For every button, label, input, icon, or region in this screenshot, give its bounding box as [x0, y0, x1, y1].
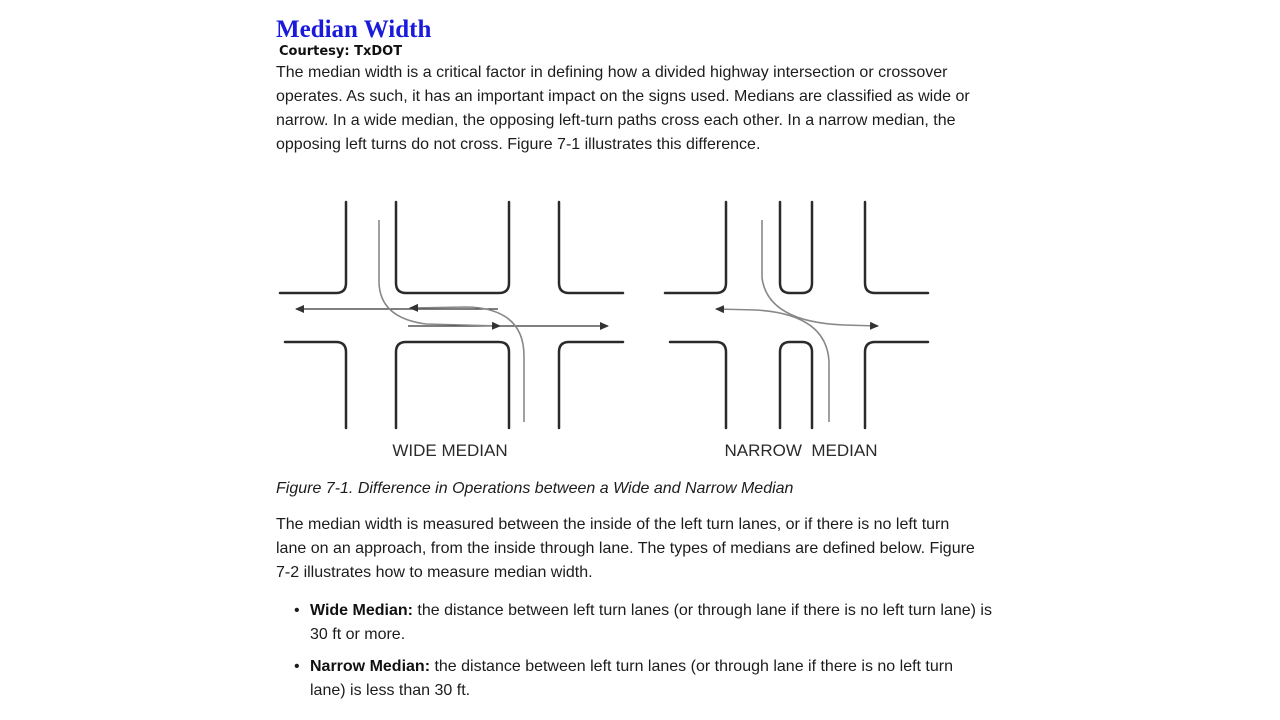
narrow-curb-ne	[865, 202, 928, 293]
wide-curb-median-top-left	[396, 202, 509, 293]
narrow-median-paths	[716, 220, 878, 422]
bullet-icon: •	[294, 658, 300, 675]
intro-paragraph: The median width is a critical factor in defining how a divided highway intersection or crossover operates. As such, it has an important impact on the signs used. Medians are classified as wide or narrow. In a wide median, the opposing left-turn paths cross each other. In a narrow median, the opposing left turns do not cross. Figure 7-1 illustrates this difference.	[276, 64, 970, 153]
wide-curb-se	[559, 342, 623, 428]
narrow-curb-median-top	[780, 202, 812, 293]
narrow-curb-nw	[665, 202, 726, 293]
wide-curb-sw	[285, 342, 346, 428]
page-title: Median Width	[276, 16, 432, 43]
narrow-curb-sw	[670, 342, 726, 428]
list-item-wide-median	[292, 599, 992, 647]
median-diagram	[276, 196, 944, 468]
wide-median-paths	[296, 220, 608, 422]
narrow-curb-se	[865, 342, 928, 428]
definition-term: Wide Median:	[310, 602, 413, 619]
wide-median-label: WIDE MEDIAN	[392, 441, 508, 460]
wide-curb-nw	[280, 202, 346, 293]
definition-text: the distance between left turn lanes (or through lane if there is no left turn lane) is less than 30 ft.	[310, 658, 953, 699]
narrow-curb-median-bottom	[780, 342, 812, 428]
courtesy-credit: Courtesy: TxDOT	[279, 44, 403, 59]
definition-term: Narrow Median:	[310, 658, 431, 675]
median-figure	[276, 196, 944, 468]
wide-median-intersection	[280, 202, 623, 428]
wide-curb-median-bottom	[396, 342, 509, 428]
narrow-median-intersection	[665, 202, 928, 428]
list-item-narrow-median	[292, 655, 992, 703]
bullet-icon: •	[294, 602, 300, 619]
measurement-paragraph: The median width is measured between the inside of the left turn lanes, or if there is no left turn lane on an approach, from the inside through lane. The types of medians are defined below. Figure 7-2 illustrates how to measure median width.	[276, 516, 975, 581]
narrow-median-label: NARROW MEDIAN	[724, 441, 878, 460]
definition-text: the distance between left turn lanes (or through lane if there is no left turn lane) is 30 ft or more.	[310, 602, 992, 643]
figure-caption: Figure 7-1. Difference in Operations between a Wide and Narrow Median	[276, 480, 794, 497]
median-definitions-list	[292, 599, 992, 711]
wide-curb-ne	[559, 202, 623, 293]
